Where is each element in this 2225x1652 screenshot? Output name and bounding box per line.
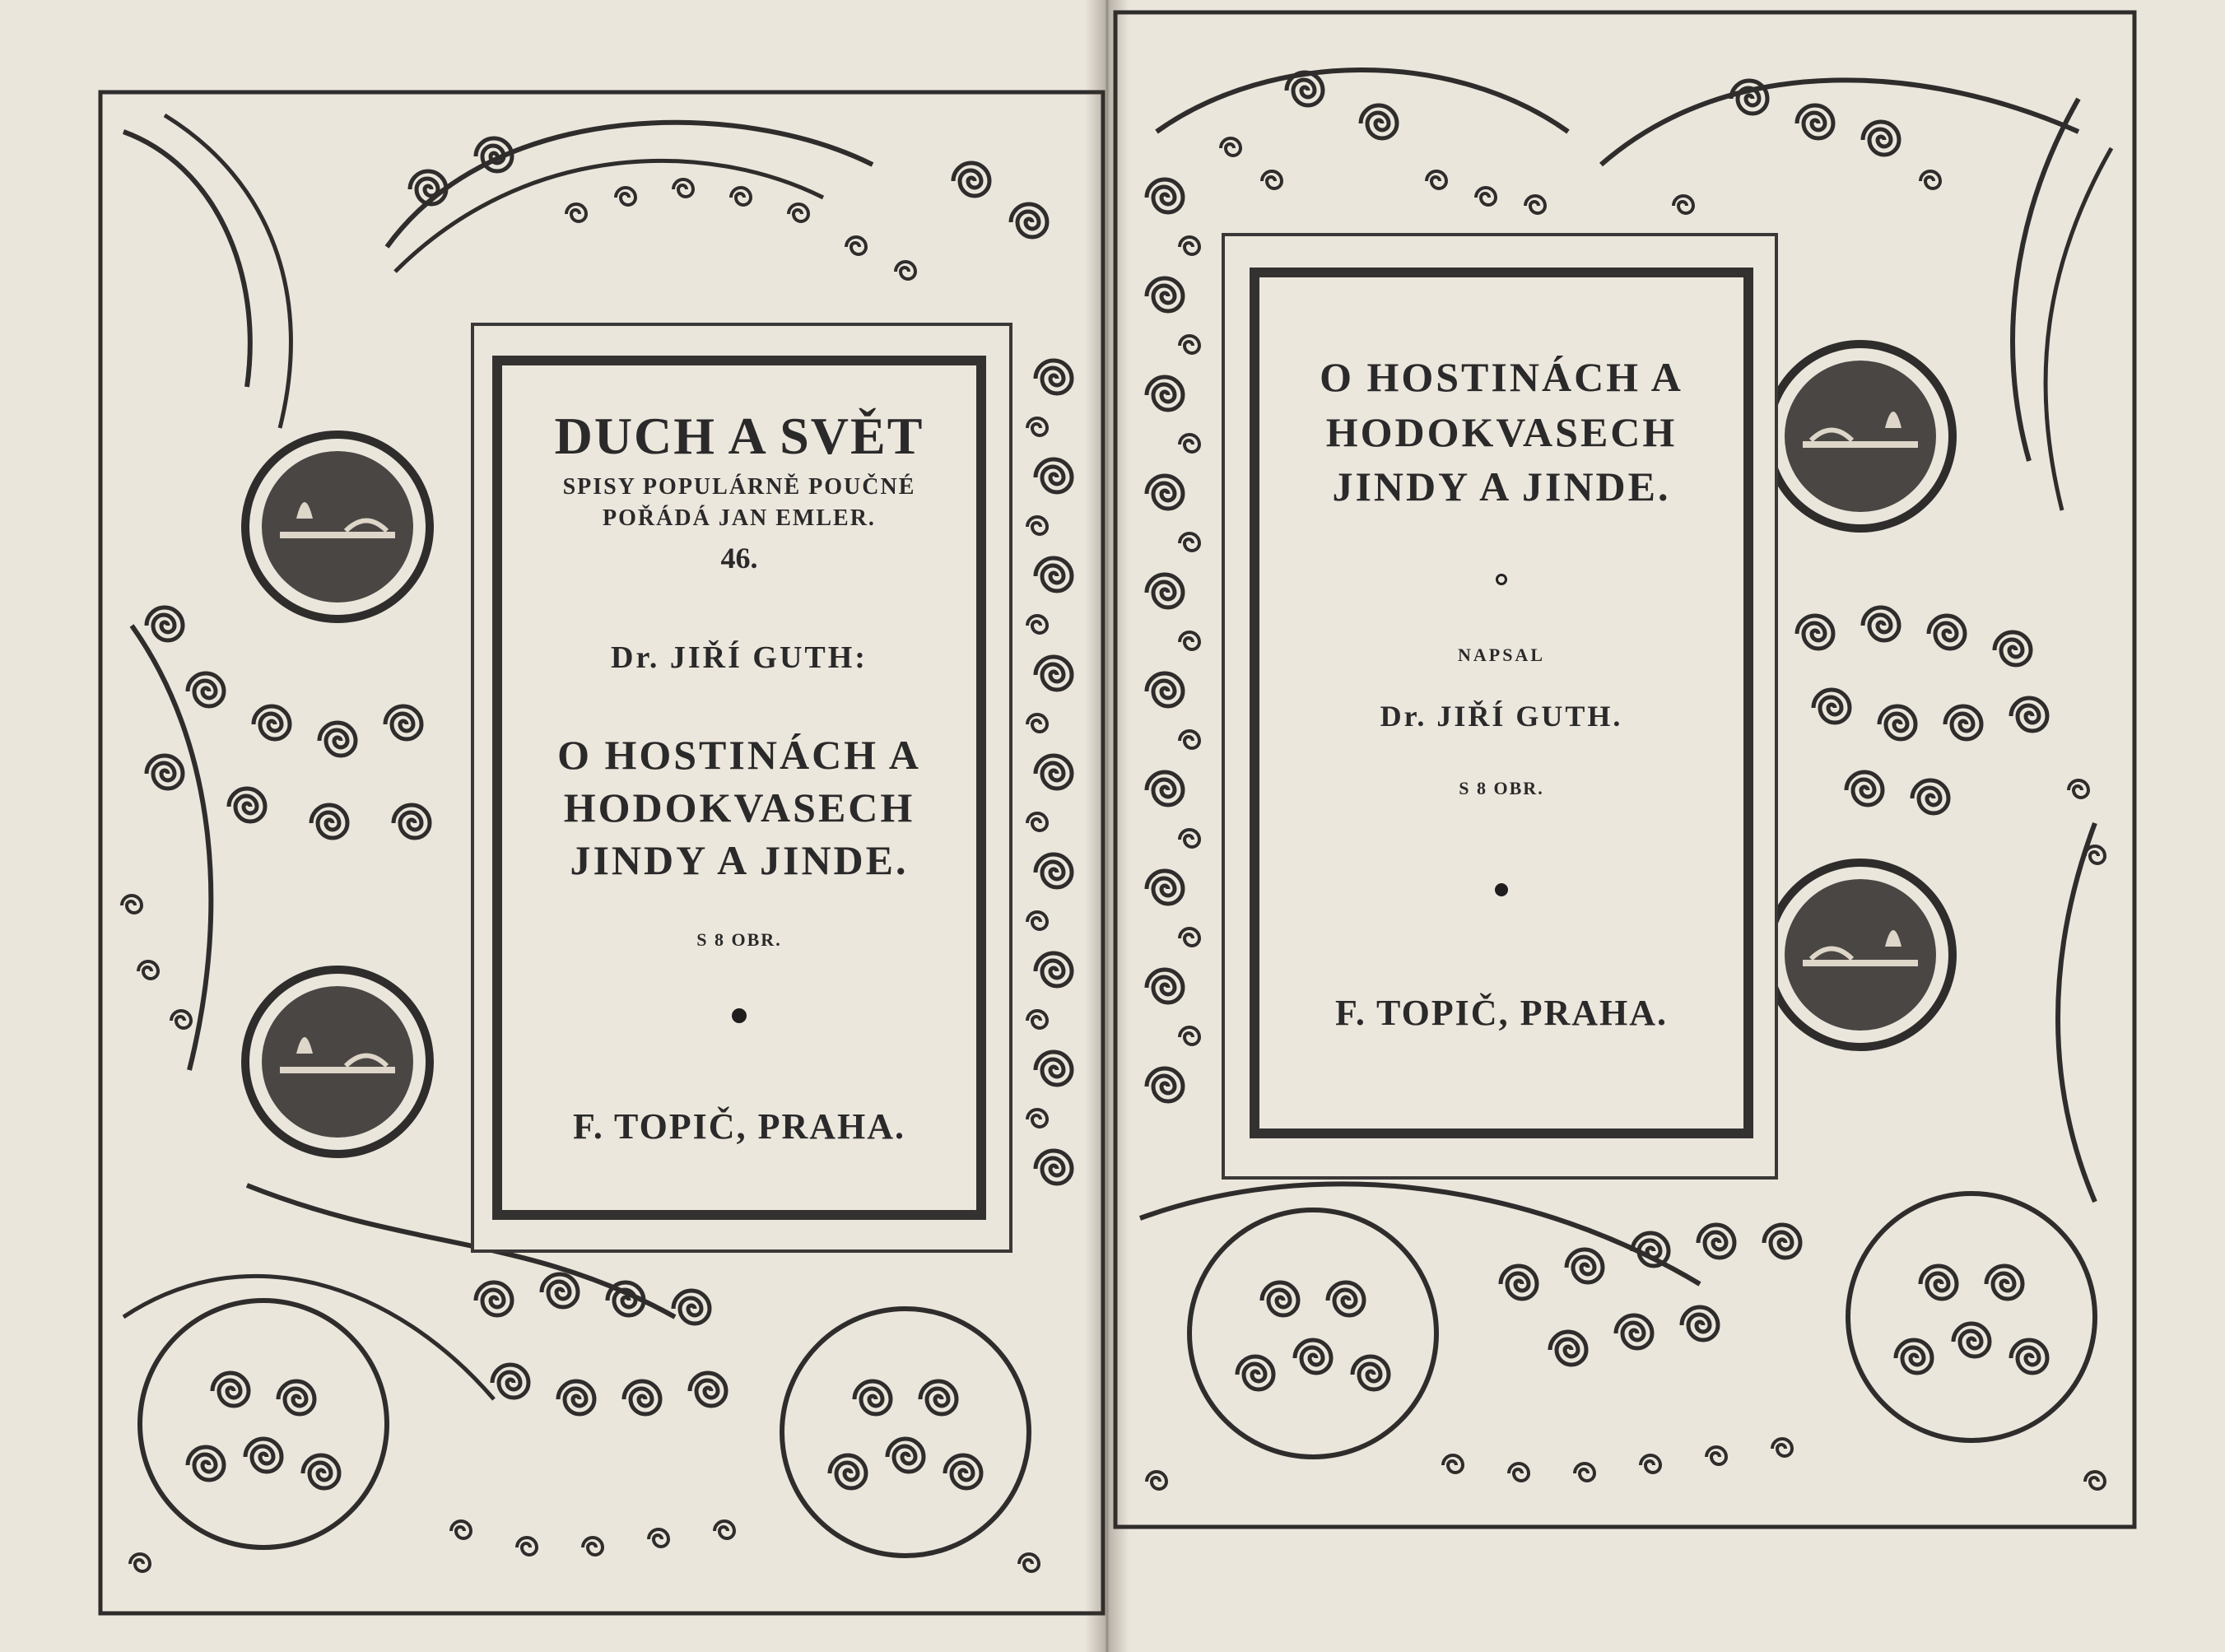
book-title (1320, 350, 1683, 514)
publisher: F. TOPIČ, PRAHA. (1334, 992, 1669, 1033)
book-title-line-1: O HOSTINÁCH A (557, 731, 921, 778)
bullet-dot (732, 1008, 747, 1023)
book-title-line-3: JINDY A JINDE. (570, 836, 909, 883)
left-page (0, 0, 1107, 1652)
author-name: Dr. JIŘÍ GUTH. (1380, 699, 1623, 733)
book-title-line-3: JINDY A JINDE. (1332, 463, 1671, 510)
written-by-label: NAPSAL (1457, 644, 1545, 665)
right-page (1107, 0, 2225, 1652)
bullet-dot (1495, 883, 1508, 896)
series-subtitle (563, 472, 916, 534)
left-title-panel (502, 365, 976, 1210)
author-name: Dr. JIŘÍ GUTH: (611, 640, 868, 675)
series-title: DUCH A SVĚT (554, 407, 924, 465)
publisher: F. TOPIČ, PRAHA. (572, 1105, 906, 1147)
series-subtitle-line-1: SPISY POPULÁRNĚ POUČNÉ (562, 474, 916, 500)
book-gutter (1085, 0, 1129, 1652)
book-title-line-2: HODOKVASECH (1325, 408, 1678, 455)
illustrations-note: S 8 OBR. (1459, 777, 1544, 798)
series-subtitle-line-2: POŘÁDÁ JAN EMLER. (603, 505, 876, 531)
right-title-panel (1259, 277, 1743, 1128)
book-title-line-2: HODOKVASECH (563, 784, 915, 831)
illustrations-note: S 8 OBR. (696, 928, 782, 950)
series-number: 46. (720, 541, 758, 575)
ring-ornament (1496, 574, 1507, 585)
book-title (557, 728, 921, 886)
book-title-line-1: O HOSTINÁCH A (1320, 354, 1683, 400)
